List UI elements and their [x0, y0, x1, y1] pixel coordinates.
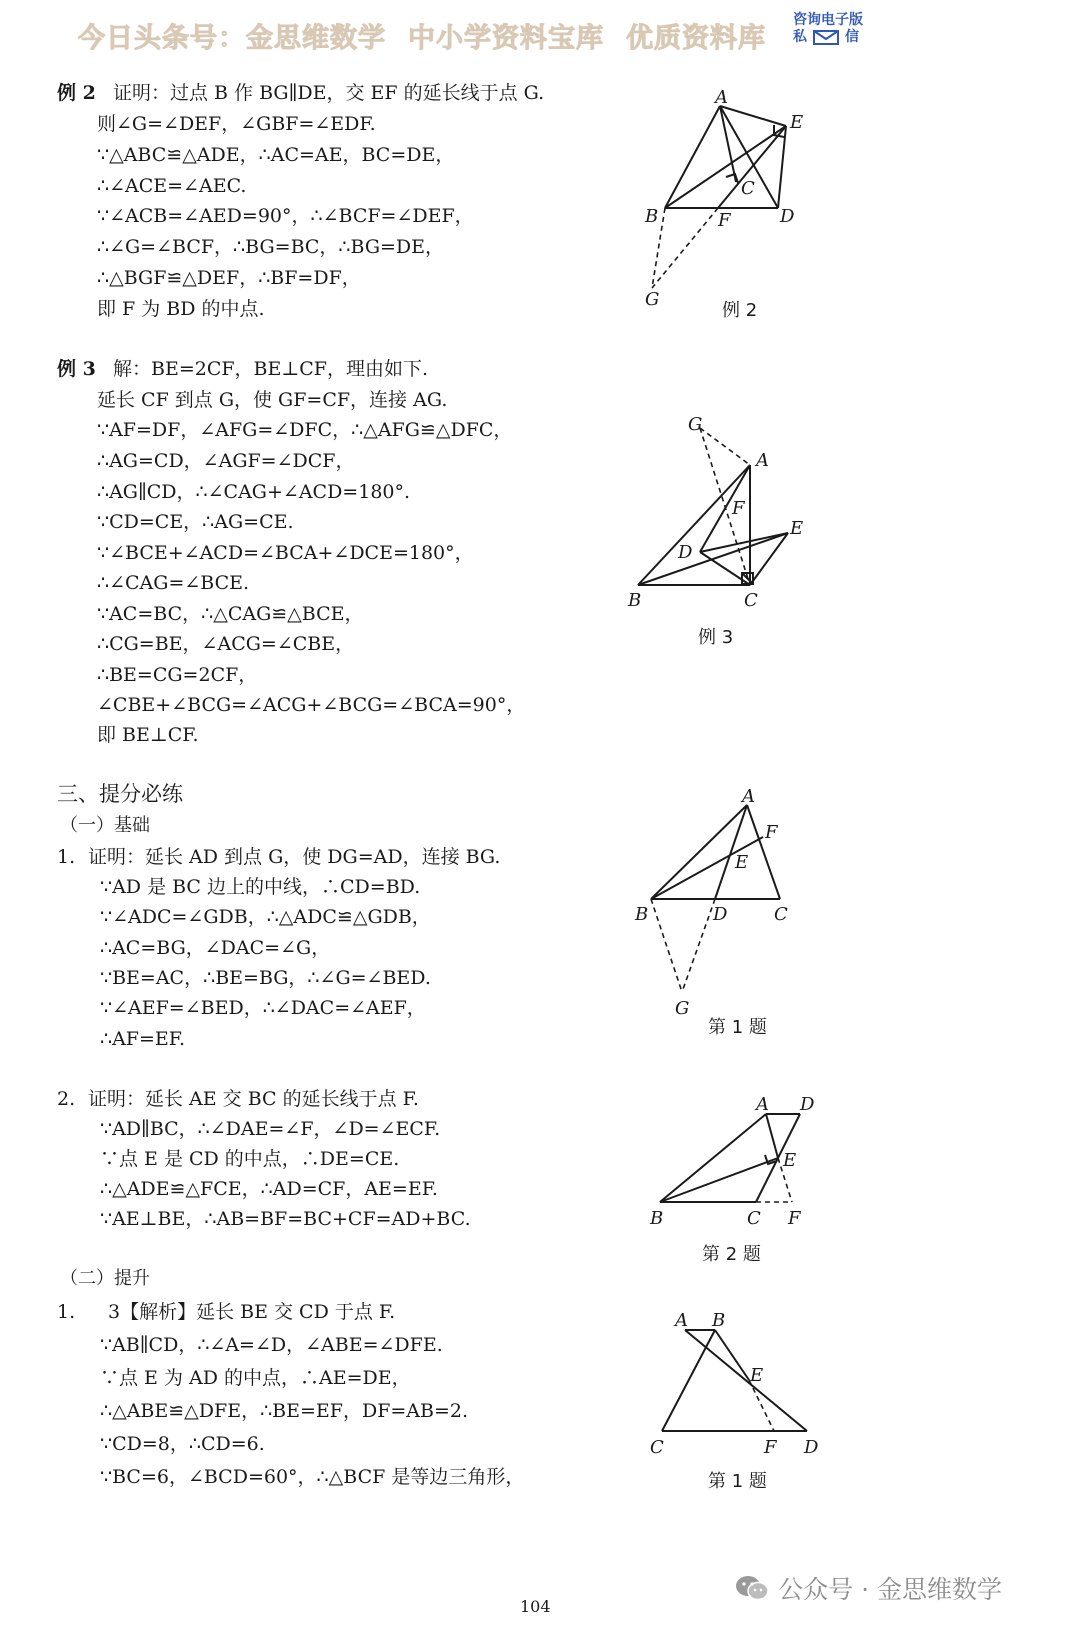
point-label: B [645, 206, 659, 227]
p3-line: ∴△ABE≌△DFE，∴BE=EF，DF=AB=2. [100, 1400, 469, 1422]
point-label: F [765, 822, 778, 843]
p1-line: ∵∠ADC=∠GDB，∴△ADC≌△GDB， [100, 906, 431, 928]
page-number: 104 [520, 1597, 551, 1616]
example-2-label: 例 2 [57, 82, 96, 104]
point-label: E [735, 852, 749, 873]
point-label: B [650, 1208, 664, 1229]
ex2-line: 证明：过点 B 作 BG∥DE，交 EF 的延长线于点 G. [113, 82, 545, 104]
p2-line: ∵点 E 是 CD 的中点，∴DE=CE. [100, 1148, 400, 1170]
point-label: D [780, 206, 795, 227]
p1-line: ∵BE=AC，∴BE=BG，∴∠G=∠BED. [100, 967, 431, 989]
point-label: E [790, 518, 804, 539]
consult-message: 信 [845, 29, 859, 45]
p2-line: 证明：延长 AE 交 BC 的延长线于点 F. [88, 1088, 419, 1110]
figure-problem-2 [640, 1090, 840, 1240]
envelope-icon [813, 30, 839, 45]
ex3-line: 即 BE⊥CF. [97, 724, 199, 746]
subsection-advance: （二）提升 [60, 1268, 150, 1289]
point-label: E [750, 1365, 764, 1386]
ex3-line: ∵AC=BC，∴△CAG≌△BCE， [97, 603, 364, 625]
point-label: D [800, 1094, 815, 1115]
point-label: C [744, 590, 758, 611]
ex3-line: 解：BE=2CF，BE⊥CF，理由如下. [113, 358, 429, 380]
ex3-line: ∠CBE+∠BCG=∠ACG+∠BCG=∠BCA=90°， [97, 694, 526, 716]
ex3-line: ∵∠BCE+∠ACD=∠BCA+∠DCE=180°， [97, 542, 474, 564]
point-label: C [650, 1437, 664, 1458]
watermark [734, 1570, 1002, 1606]
p3-line: ∵点 E 为 AD 的中点，∴AE=DE， [100, 1367, 411, 1389]
point-label: F [764, 1437, 777, 1458]
p2-line: ∴△ADE≌△FCE，∴AD=CF，AE=EF. [100, 1178, 438, 1200]
ex2-line: ∵△ABC≌△ADE，∴AC=AE，BC=DE， [97, 144, 455, 166]
point-label: G [675, 998, 690, 1019]
figure-example-2 [630, 87, 830, 320]
figure-problem-1 [625, 780, 825, 1020]
figure-caption: 例 3 [698, 627, 734, 648]
p3-line: 3【解析】延长 BE 交 CD 于点 F. [108, 1301, 396, 1323]
point-label: A [756, 1094, 769, 1115]
point-label: G [645, 289, 660, 310]
consult-badge [793, 12, 871, 46]
point-label: A [756, 450, 769, 471]
ex2-line: ∵∠ACB=∠AED=90°，∴∠BCF=∠DEF， [97, 205, 474, 227]
banner-part: 今日头条号：金思维数学 [78, 23, 386, 54]
figure-caption: 第 1 题 [708, 1471, 767, 1492]
ex2-line: ∴△BGF≌△DEF，∴BF=DF， [97, 267, 361, 289]
point-label: E [790, 112, 804, 133]
figure-caption: 第 2 题 [702, 1244, 761, 1265]
p1-line: 证明：延长 AD 到点 G，使 DG=AD，连接 BG. [88, 846, 501, 868]
banner-part: 优质资料库 [626, 23, 766, 54]
ex3-line: ∵AF=DF，∠AFG=∠DFC，∴△AFG≌△DFC， [97, 419, 513, 441]
figure-caption: 例 2 [722, 300, 758, 321]
example-3-label: 例 3 [57, 358, 96, 380]
banner-part: 中小学资料宝库 [408, 23, 604, 54]
ex3-line: ∴AG∥CD，∴∠CAG+∠ACD=180°. [97, 481, 411, 503]
p2-line: ∵AD∥BC，∴∠DAE=∠F，∠D=∠ECF. [100, 1118, 441, 1140]
ex2-line: ∴∠G=∠BCF，∴BG=BC，∴BG=DE， [97, 236, 445, 258]
problem-advance-1-label: 1. [57, 1301, 76, 1323]
ex3-line: 延长 CF 到点 G，使 GF=CF，连接 AG. [97, 389, 448, 411]
figure-example-3 [620, 410, 820, 610]
p3-line: ∵BC=6，∠BCD=60°，∴△BCF 是等边三角形， [100, 1466, 525, 1488]
consult-label: 咨询电子版 [793, 12, 863, 28]
figure-problem-advance-1 [640, 1305, 840, 1465]
point-label: D [713, 904, 728, 925]
point-label: F [732, 498, 745, 519]
problem-2-label: 2. [57, 1088, 76, 1110]
ex2-line: ∴∠ACE=∠AEC. [97, 175, 247, 197]
point-label: F [788, 1208, 801, 1229]
point-label: A [675, 1310, 688, 1331]
header-banner [78, 16, 766, 55]
p1-line: ∵∠AEF=∠BED，∴∠DAC=∠AEF， [100, 997, 426, 1019]
ex3-line: ∵CD=CE，∴AG=CE. [97, 511, 294, 533]
ex3-line: ∴∠CAG=∠BCE. [97, 572, 250, 594]
ex3-line: ∴AG=CD，∠AGF=∠DCF， [97, 450, 355, 472]
point-label: B [635, 904, 649, 925]
point-label: G [688, 414, 703, 435]
p1-line: ∴AF=EF. [100, 1028, 186, 1050]
point-label: F [718, 210, 731, 231]
p2-line: ∵AE⊥BE，∴AB=BF=BC+CF=AD+BC. [100, 1208, 471, 1230]
p1-line: ∴AC=BG，∠DAC=∠G， [100, 937, 331, 959]
point-label: A [742, 786, 755, 807]
point-label: D [678, 542, 693, 563]
point-label: B [712, 1310, 726, 1331]
p1-line: ∵AD 是 BC 边上的中线，∴CD=BD. [100, 876, 421, 898]
ex3-line: ∴CG=BE，∠ACG=∠CBE， [97, 633, 355, 655]
point-label: E [783, 1150, 797, 1171]
ex3-line: ∴BE=CG=2CF， [97, 664, 258, 686]
point-label: C [774, 904, 788, 925]
p3-line: ∵AB∥CD，∴∠A=∠D，∠ABE=∠DFE. [100, 1334, 443, 1356]
watermark-text: 公众号 · 金思维数学 [778, 1575, 1002, 1604]
point-label: B [628, 590, 642, 611]
problem-1-label: 1. [57, 846, 76, 868]
point-label: C [741, 178, 755, 199]
point-label: D [804, 1437, 819, 1458]
p3-line: ∵CD=8，∴CD=6. [100, 1433, 265, 1455]
wechat-icon [734, 1574, 770, 1602]
section-title: 三、提分必练 [57, 782, 183, 806]
point-label: A [715, 87, 728, 108]
subsection-basic: （一）基础 [60, 815, 150, 836]
ex2-line: 则∠G=∠DEF，∠GBF=∠EDF. [97, 113, 376, 135]
figure-caption: 第 1 题 [708, 1017, 767, 1038]
ex2-line: 即 F 为 BD 的中点. [97, 298, 265, 320]
point-label: C [747, 1208, 761, 1229]
consult-private: 私 [793, 29, 807, 45]
